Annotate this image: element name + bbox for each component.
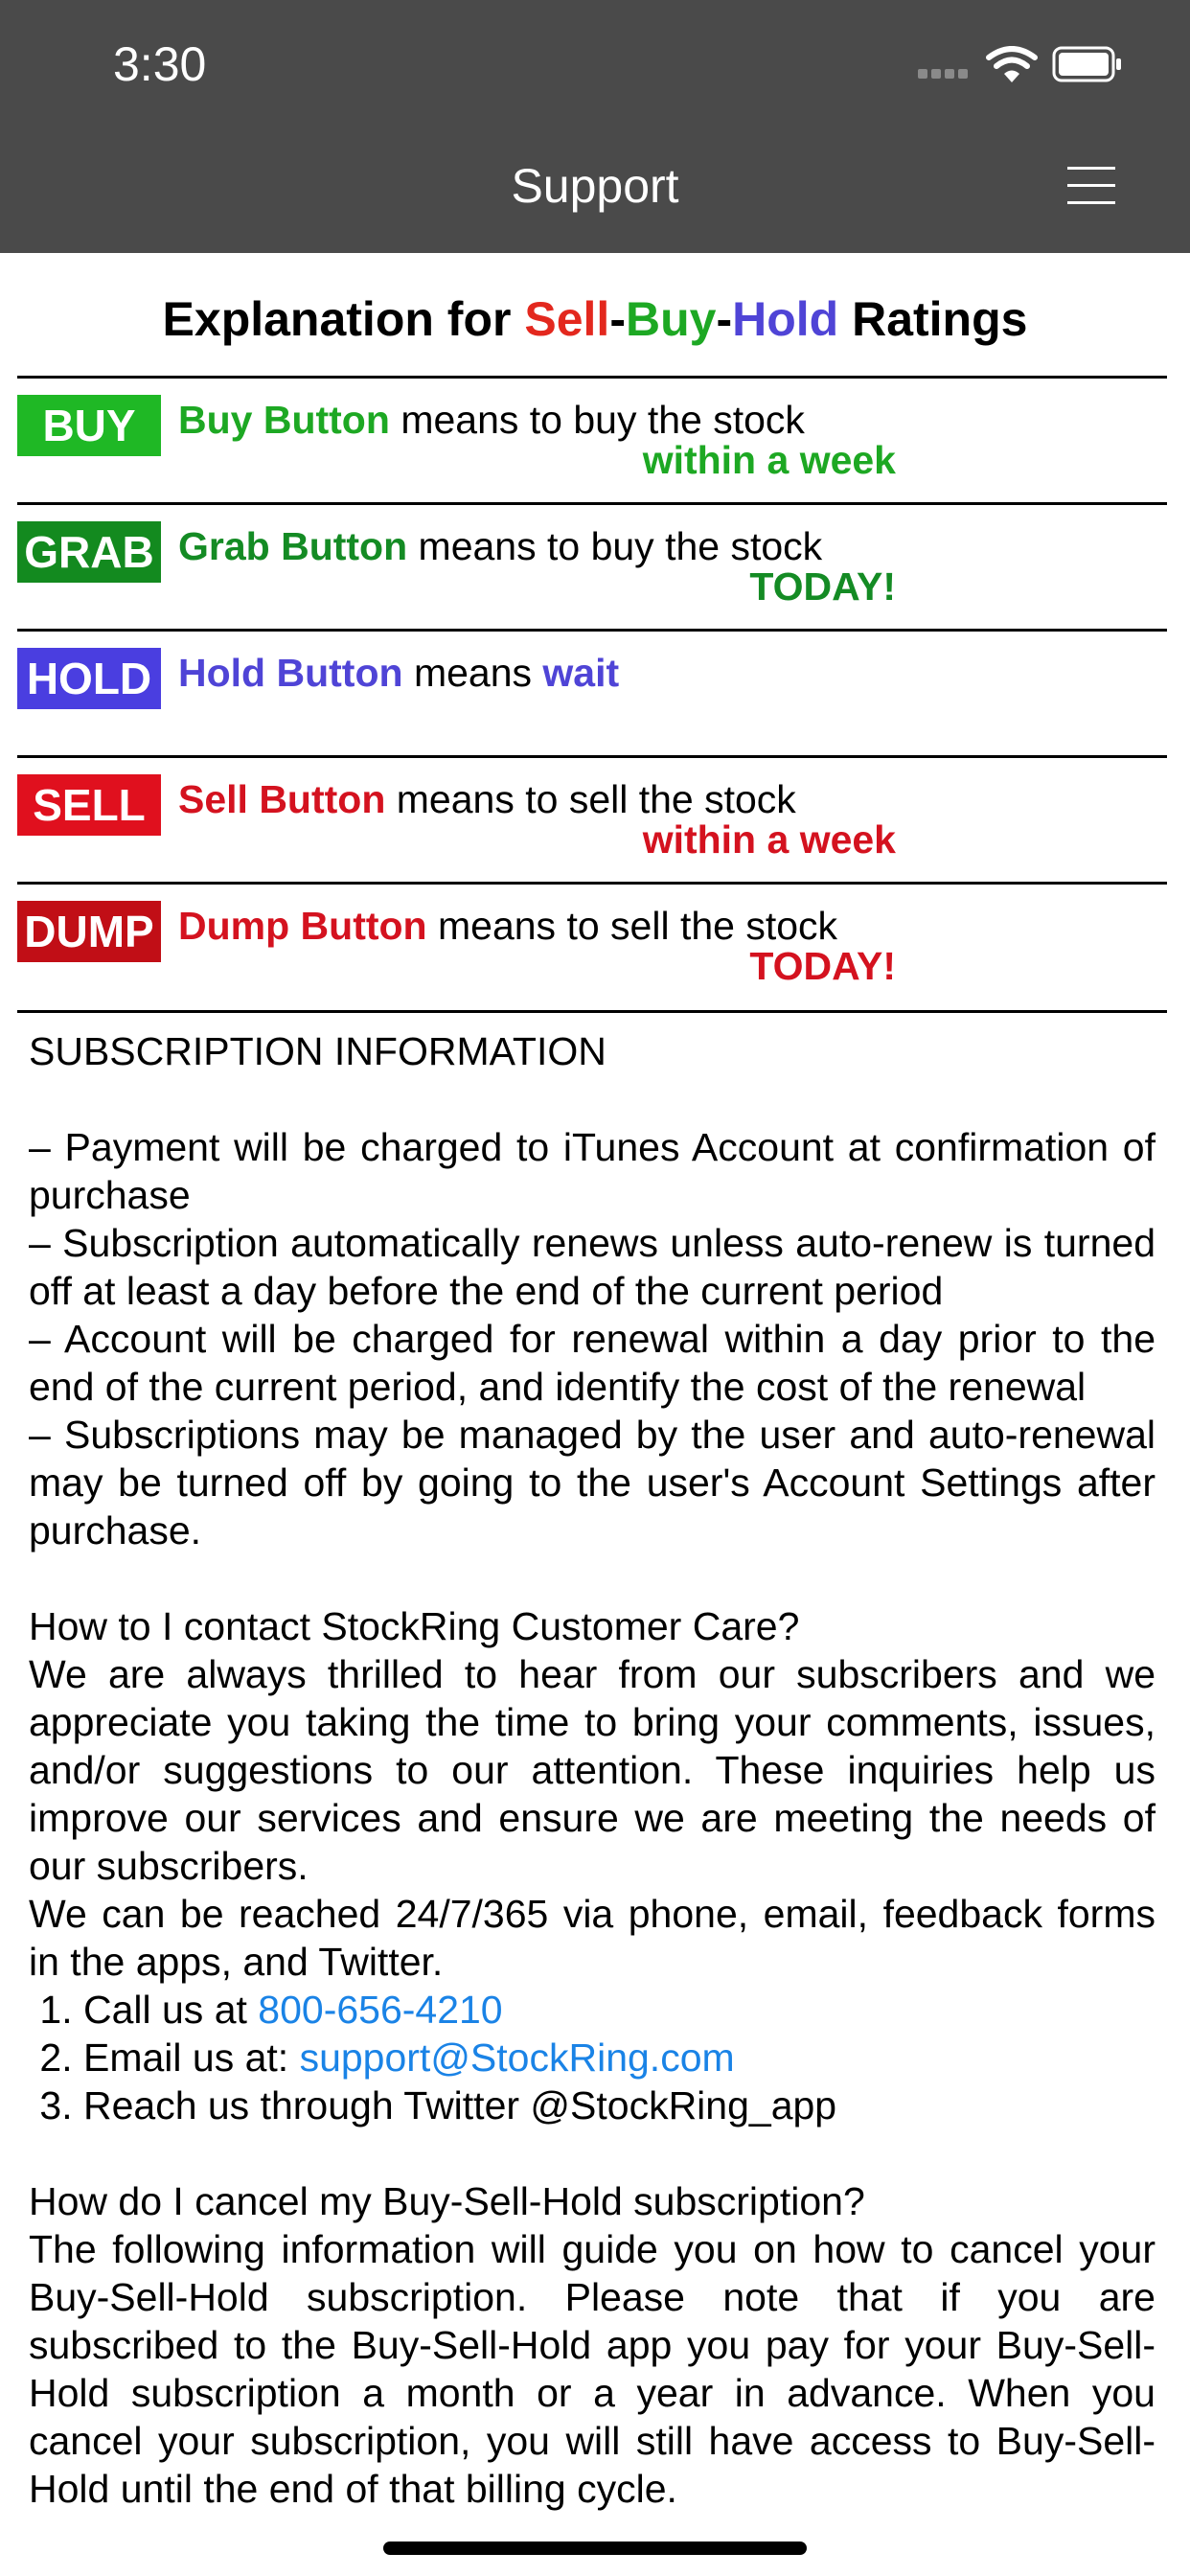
ratings-title-suffix: Ratings	[852, 292, 1028, 346]
rating-buy-label: Buy Button	[178, 398, 390, 442]
wifi-icon	[985, 46, 1039, 84]
sell-badge: SELL	[17, 774, 161, 836]
cancel-question: How do I cancel my Buy-Sell-Hold subscription?	[29, 2179, 865, 2223]
call-line	[29, 1986, 1156, 2034]
contact-reach: We can be reached 24/7/365 via phone, email, feedback forms in the apps, and Twitter.	[29, 1892, 1156, 1984]
subscription-bullet: – Subscription automatically renews unless auto-renew is turned off at least a day before the end of the current period	[29, 1221, 1156, 1313]
subscription-bullet: – Payment will be charged to iTunes Account at confirmation of purchase	[29, 1125, 1156, 1217]
rating-dump-description	[178, 904, 837, 949]
rating-row-dump	[17, 882, 1167, 1013]
rating-grab-label: Grab Button	[178, 524, 408, 568]
rating-buy-sub: within a week	[642, 438, 896, 482]
ratings-title-buy: Buy	[625, 292, 717, 346]
ratings-title-hold: Hold	[732, 292, 839, 346]
rating-sell-sub: within a week	[642, 817, 896, 862]
twitter-line: 3. Reach us through Twitter @StockRing_app	[29, 2083, 837, 2128]
email-link[interactable]: support@StockRing.com	[299, 2036, 735, 2080]
subscription-heading: SUBSCRIPTION INFORMATION	[29, 1029, 606, 1073]
email-line	[29, 2034, 1156, 2082]
menu-button[interactable]	[1067, 165, 1121, 207]
rating-dump-label: Dump Button	[178, 904, 427, 948]
status-time: 3:30	[113, 37, 207, 91]
home-indicator[interactable]	[383, 2542, 807, 2555]
rating-row-grab	[17, 502, 1167, 631]
cellular-signal-icon	[918, 69, 968, 79]
rating-sell-text: means to sell the stock	[396, 777, 796, 821]
top-header	[0, 0, 1190, 253]
rating-grab-description	[178, 524, 822, 569]
rating-row-hold	[17, 629, 1167, 757]
ratings-title-sep-1: -	[609, 292, 626, 346]
page-title: Support	[511, 159, 679, 213]
dump-badge: DUMP	[17, 901, 161, 962]
rating-dump-sub: TODAY!	[749, 944, 896, 988]
rating-sell-description	[178, 777, 796, 822]
rating-hold-label: Hold Button	[178, 651, 403, 695]
phone-link[interactable]: 800-656-4210	[258, 1988, 503, 2032]
rating-hold-text: means	[413, 651, 532, 695]
ratings-title-prefix: Explanation for	[162, 292, 512, 346]
contact-question: How to I contact StockRing Customer Care?	[29, 1604, 800, 1648]
subscription-bullet: – Account will be charged for renewal within a day prior to the end of the current period, and identify the cost of the renewal	[29, 1317, 1156, 1409]
ratings-title	[0, 291, 1190, 347]
call-label: 1. Call us at	[29, 1988, 259, 2032]
rating-hold-description	[178, 651, 619, 696]
hold-badge: HOLD	[17, 648, 161, 709]
grab-badge: GRAB	[17, 521, 161, 583]
subscription-bullet: – Subscriptions may be managed by the user and auto-renewal may be turned off by going to the user's Account Settings after purchase.	[29, 1413, 1156, 1552]
battery-icon	[1052, 46, 1123, 82]
contact-paragraph: We are always thrilled to hear from our subscribers and we appreciate you taking the time to bring your comments, issues, and/or suggestions to our attention. These inquiries help us improve our services and ensure we are meeting the needs of our subscribers.	[29, 1652, 1156, 1888]
rating-grab-sub: TODAY!	[749, 564, 896, 609]
rating-dump-text: means to sell the stock	[438, 904, 838, 948]
cancel-paragraph: The following information will guide you on how to cancel your Buy-Sell-Hold subscription. Please note that if you are subscribed to the Buy-Sell-Hold app you pay for your Buy-Sell-Hold subscription a month or a year in advance. When you cancel your subscription, you will still have access to Buy-Sell-Hold until the end of that billing cycle.	[29, 2227, 1156, 2511]
ratings-title-sep-2: -	[716, 292, 733, 346]
rating-buy-text: means to buy the stock	[400, 398, 805, 442]
rating-sell-label: Sell Button	[178, 777, 386, 821]
rating-grab-text: means to buy the stock	[418, 524, 823, 568]
subscription-info	[29, 1027, 1156, 2513]
buy-badge: BUY	[17, 395, 161, 456]
rating-row-buy	[17, 376, 1167, 504]
ratings-title-sell: Sell	[524, 292, 610, 346]
rating-row-sell	[17, 755, 1167, 884]
rating-hold-accent: wait	[542, 651, 620, 695]
rating-buy-description	[178, 398, 805, 443]
email-label: 2. Email us at:	[29, 2036, 300, 2080]
